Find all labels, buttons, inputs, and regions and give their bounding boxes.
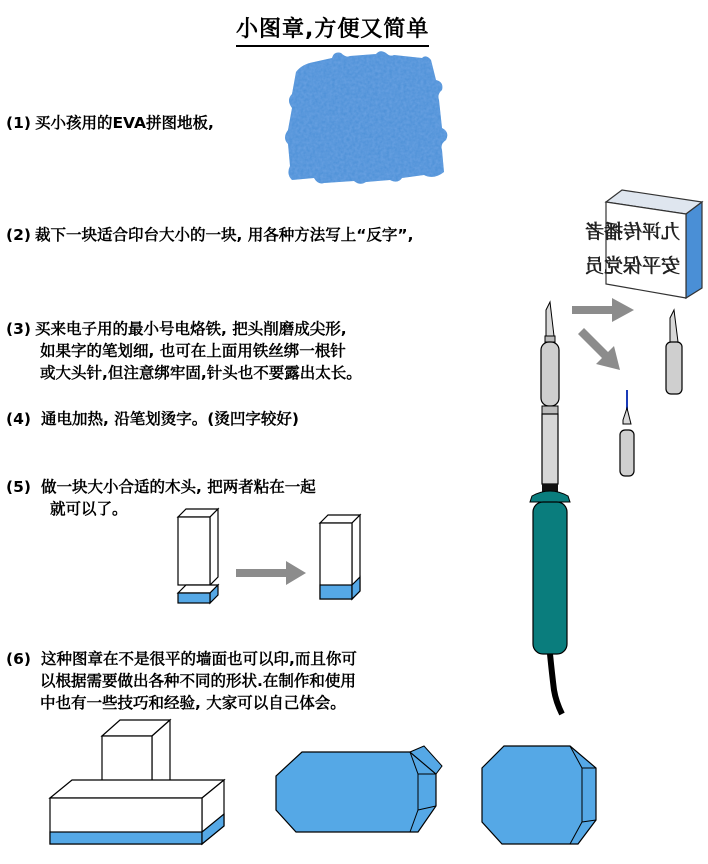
step-5-line-2: 就可以了。 xyxy=(50,500,128,518)
step-2-line-1: 裁下一块适合印台大小的一块, 用各种方法写上“反字”, xyxy=(34,226,414,244)
step-1-line-1: 买小孩用的EVA拼图地板, xyxy=(34,114,214,132)
stamp-sign-line-1: 九评传播者 xyxy=(584,221,680,243)
soldering-iron-diagram xyxy=(500,290,705,715)
octagon-wide-stamp xyxy=(272,744,442,844)
step-5-line-1: 做一块大小合适的木头, 把两者粘在一起 xyxy=(40,478,316,496)
step-6-line-1: 这种图章在不是很平的墙面也可以印,而且你可 xyxy=(40,650,357,668)
step-2-number: (2) xyxy=(6,226,31,244)
step-5-number: (5) xyxy=(6,478,31,496)
stamp-sign-line-2: 安平保党员 xyxy=(584,255,680,277)
step-4 xyxy=(6,408,299,430)
step-4-line-1: 通电加热, 沿笔划烫字。(烫凹字较好) xyxy=(40,410,299,428)
step-1-number: (1) xyxy=(6,114,31,132)
arrow-right-icon xyxy=(236,561,306,585)
step-6-line-3: 中也有一些技巧和经验, 大家可以自己体会。 xyxy=(40,694,346,712)
step-6-line-2: 以根据需要做出各种不同的形状.在制作和使用 xyxy=(40,672,356,690)
step-3-number: (3) xyxy=(6,320,31,338)
step-4-number: (4) xyxy=(6,410,31,428)
wood-block-separate xyxy=(178,509,218,585)
step-3-line-2: 如果字的笔划细, 也可在上面用铁丝绑一根针 xyxy=(40,342,346,360)
mirrored-stamp-block xyxy=(584,188,704,300)
t-shaped-stamp xyxy=(48,718,228,858)
step-2 xyxy=(6,224,414,246)
sharpened-tip xyxy=(666,310,682,394)
arrow-down-right-icon xyxy=(578,328,620,370)
step-3 xyxy=(6,318,362,384)
step-1 xyxy=(6,112,214,134)
needle-tip xyxy=(620,390,634,476)
step-3-line-1: 买来电子用的最小号电烙铁, 把头削磨成尖形, xyxy=(34,320,347,338)
step-6 xyxy=(6,648,357,714)
arrow-right-icon xyxy=(572,298,634,322)
glue-stamp-diagram xyxy=(170,505,370,607)
eva-puzzle-mat-image xyxy=(284,50,456,185)
step-6-number: (6) xyxy=(6,650,31,668)
step-3-line-3: 或大头针,但注意绑牢固,针头也不要露出太长。 xyxy=(40,364,362,382)
octagon-square-stamp xyxy=(478,740,604,852)
eva-piece-separate xyxy=(178,585,218,603)
page-title: 小图章,方便又简单 xyxy=(236,12,429,47)
wood-block-glued xyxy=(320,515,360,599)
soldering-iron xyxy=(530,302,570,714)
